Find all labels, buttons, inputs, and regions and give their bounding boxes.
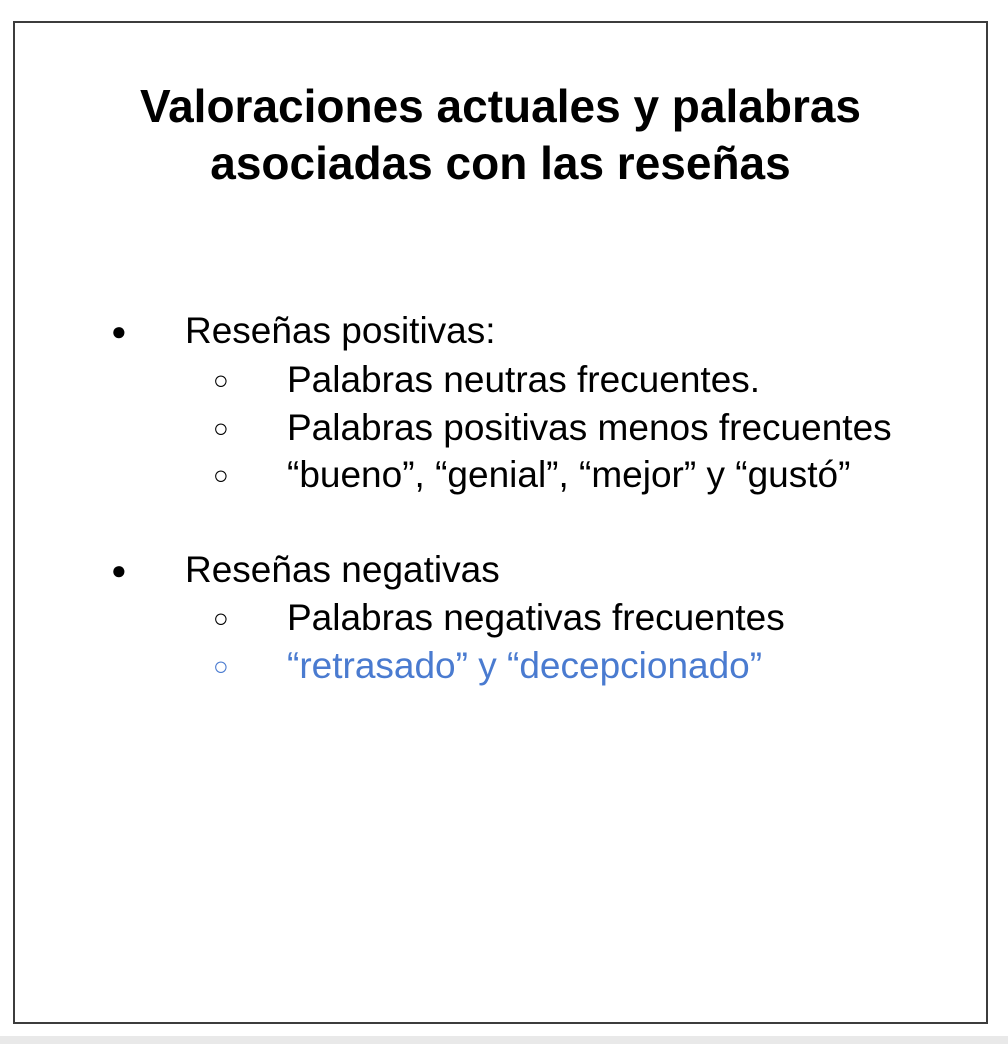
title-line-2: asociadas con las reseñas	[210, 137, 791, 189]
sub-bullet-icon: ○	[213, 460, 229, 490]
section-heading-negative: Reseñas negativas	[185, 549, 500, 590]
list-item-negative-1: Palabras negativas frecuentes	[287, 597, 785, 638]
list-item-negative-2: “retrasado” y “decepcionado”	[287, 645, 763, 686]
title-line-1: Valoraciones actuales y palabras	[139, 80, 862, 132]
bullet-icon: ●	[111, 555, 127, 585]
section-heading-positive: Reseñas positivas:	[185, 310, 496, 351]
slide	[13, 21, 988, 1024]
slide-title	[15, 78, 986, 192]
sub-bullet-icon: ○	[213, 365, 229, 395]
list-item-positive-2: Palabras positivas menos frecuentes	[287, 407, 892, 448]
sub-bullet-icon: ○	[213, 413, 229, 443]
bottom-edge	[0, 1036, 1008, 1044]
bullet-icon: ●	[111, 316, 127, 346]
sub-bullet-icon: ○	[213, 651, 229, 681]
sub-bullet-icon: ○	[213, 603, 229, 633]
list-item-positive-3: “bueno”, “genial”, “mejor” y “gustó”	[287, 454, 851, 495]
list-item-positive-1: Palabras neutras frecuentes.	[287, 359, 761, 400]
